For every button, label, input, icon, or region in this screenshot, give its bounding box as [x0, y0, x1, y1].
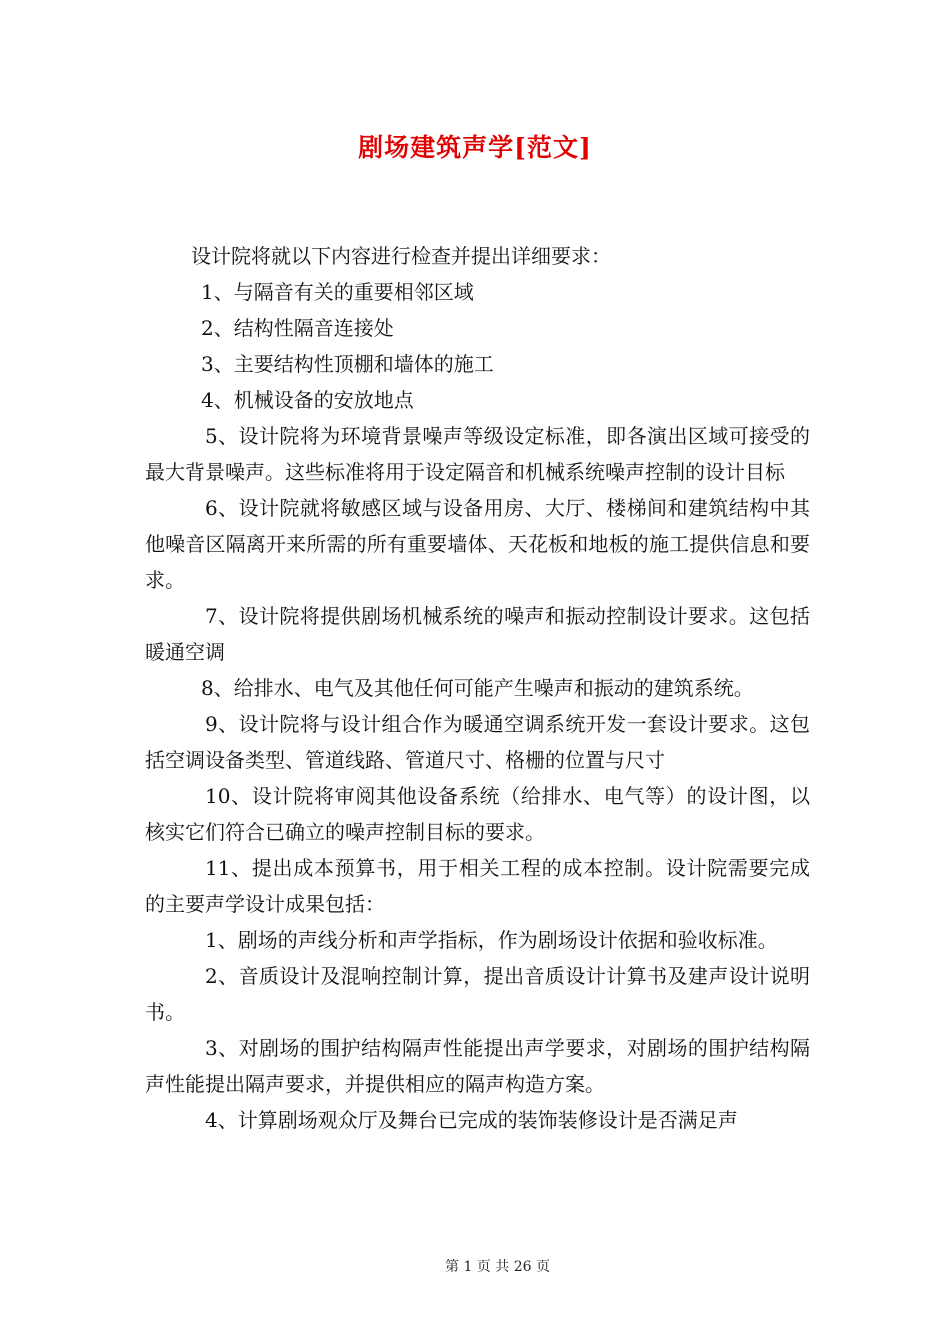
page-number-footer: 第 1 页 共 26 页: [445, 1259, 550, 1275]
paragraph: 9、设计院将与设计组合作为暖通空调系统开发一套设计要求。这包括空调设备类型、管道线路、管道尺寸、格栅的位置与尺寸: [145, 712, 810, 772]
paragraph: 5、设计院将为环境背景噪声等级设定标准，即各演出区域可接受的最大背景噪声。这些标准将用于设定隔音和机械系统噪声控制的设计目标: [145, 424, 810, 484]
paragraph: 2、音质设计及混响控制计算，提出音质设计计算书及建声设计说明书。: [145, 964, 810, 1024]
document-title: 剧场建筑声学[范文]: [358, 133, 592, 162]
paragraph: 7、设计院将提供剧场机械系统的噪声和振动控制设计要求。这包括暖通空调: [145, 604, 810, 664]
paragraph: 8、给排水、电气及其他任何可能产生噪声和振动的建筑系统。: [201, 676, 754, 700]
paragraph: 2、结构性隔音连接处: [201, 316, 394, 340]
paragraph: 4、计算剧场观众厅及舞台已完成的装饰装修设计是否满足声: [205, 1108, 738, 1132]
paragraph: 10、设计院将审阅其他设备系统（给排水、电气等）的设计图，以核实它们符合已确立的噪声控制目标的要求。: [145, 784, 810, 844]
paragraph: 4、机械设备的安放地点: [201, 388, 414, 412]
paragraph: 3、对剧场的围护结构隔声性能提出声学要求，对剧场的围护结构隔声性能提出隔声要求，并提供相应的隔声构造方案。: [145, 1036, 810, 1096]
paragraph: 设计院将就以下内容进行检查并提出详细要求：: [191, 244, 611, 268]
paragraph: 6、设计院就将敏感区域与设备用房、大厅、楼梯间和建筑结构中其他噪音区隔离开来所需的所有重要墙体、天花板和地板的施工提供信息和要求。: [145, 496, 810, 592]
paragraph: 1、与隔音有关的重要相邻区域: [201, 280, 474, 304]
document-body: [145, 238, 810, 1138]
paragraph: 1、剧场的声线分析和声学指标，作为剧场设计依据和验收标准。: [205, 928, 778, 952]
paragraph: 3、主要结构性顶棚和墙体的施工: [201, 352, 494, 376]
paragraph: 11、提出成本预算书，用于相关工程的成本控制。设计院需要完成的主要声学设计成果包括：: [145, 856, 810, 916]
